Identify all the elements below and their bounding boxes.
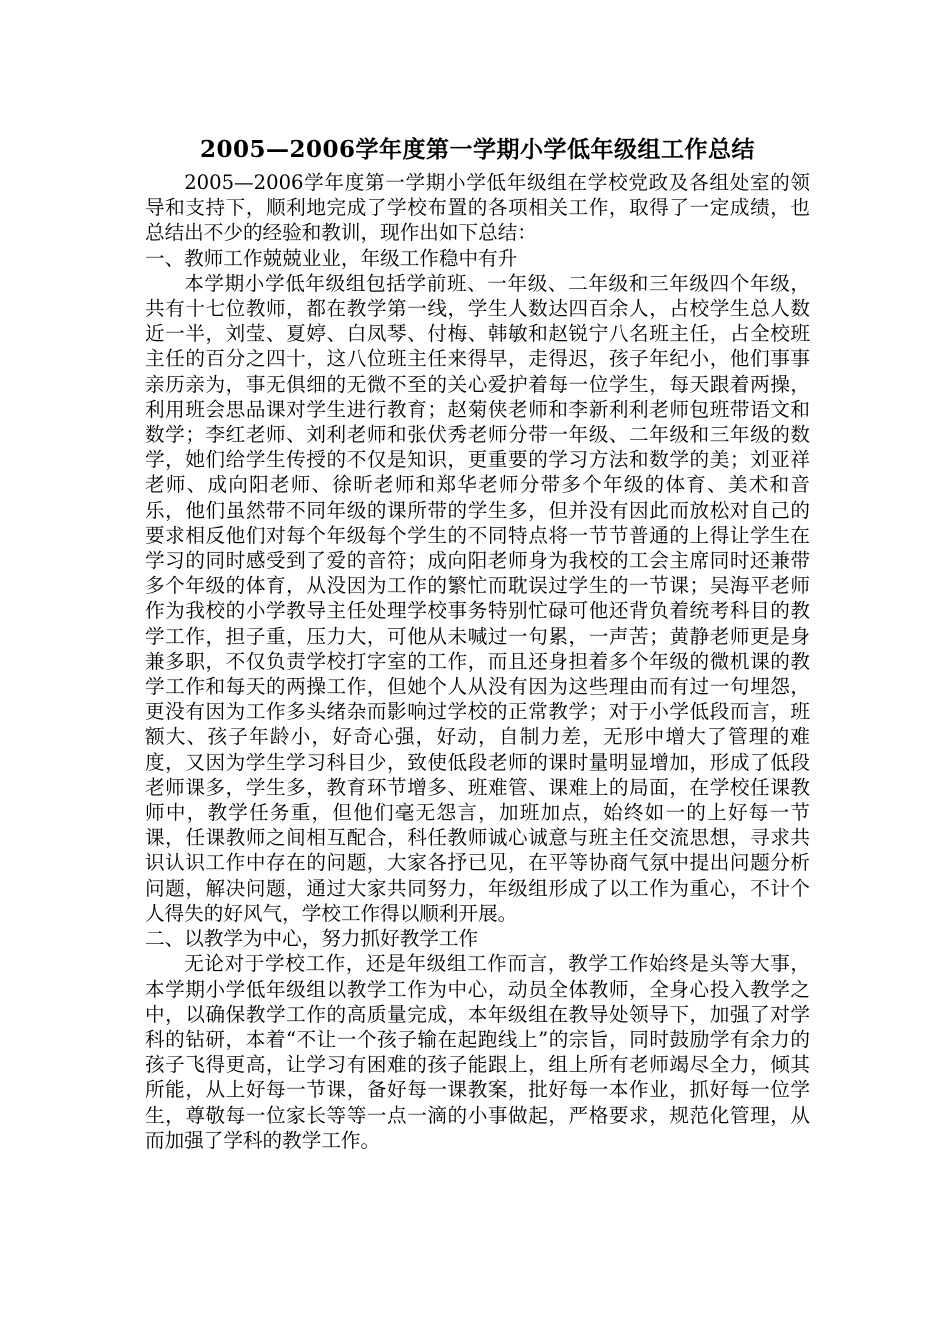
section-2-heading: 二、以教学为中心，努力抓好教学工作 [145, 927, 479, 951]
document-page [145, 132, 810, 1153]
section-2-body: 无论对于学校工作，还是年级组工作而言，教学工作始终是头等大事，本学期小学低年级组以教学工作为中心，动员全体教师，全身心投入教学之中，以确保教学工作的高质量完成，本年级组在教导处领导下，加强了对学科的钻研，本着“不让一个孩子输在起跑线上”的宗旨，同时鼓励学有余力的孩子飞得更高，让学习有困难的孩子能跟上，组上所有老师竭尽全力，倾其所能，从上好每一节课，备好每一课教案，批好每一本作业，抓好每一位学生，尊敬每一位家长等等一点一滴的小事做起，严格要求，规范化管理，从而加强了学科的教学工作。 [145, 952, 810, 1152]
intro-paragraph: 2005—2006学年度第一学期小学低年级组在学校党政及各组处室的领导和支持下，顺利地完成了学校布置的各项相关工作，取得了一定成绩，也总结出不少的经验和教训，现作出如下总结： [145, 171, 810, 245]
section-1-body: 本学期小学低年级组包括学前班、一年级、二年级和三年级四个年级，共有十七位教师，都在教学第一线，学生人数达四百余人，占校学生总人数近一半，刘莹、夏婷、白凤琴、付梅、韩敏和赵锐宁八名班主任，占全校班主任的百分之四十，这八位班主任来得早，走得迟，孩子年纪小，他们事事亲历亲为，事无俱细的无微不至的关心爱护着每一位学生，每天跟着两操，利用班会思品课对学生进行教育；赵菊侠老师和李新利利老师包班带语文和数学；李红老师、刘利老师和张伏秀老师分带一年级、二年级和三年级的数学，她们给学生传授的不仅是知识，更重要的学习方法和数学的美；刘亚祥老师、成向阳老师、徐昕老师和郑华老师分带多个年级的体育、美术和音乐，他们虽然带不同年级的课所带的学生多，但并没有因此而放松对自己的要求相反他们对每个年级每个学生的不同特点将一节节普通的上得让学生在学习的同时感受到了爱的音符；成向阳老师身为我校的工会主席同时还兼带多个年级的体育，从没因为工作的繁忙而耽误过学生的一节课；吴海平老师作为我校的小学教导主任处理学校事务特别忙碌可他还背负着统考科目的教学工作，担子重，压力大，可他从未喊过一句累，一声苦；黄静老师更是身兼多职，不仅负责学校打字室的工作，而且还身担着多个年级的微机课的教学工作和每天的两操工作，但她个人从没有因为这些理由而有过一句埋怨，更没有因为工作多头绪杂而影响过学校的正常教学；对于小学低段而言，班额大、孩子年龄小，好奇心强，好动，自制力差，无形中增大了管理的难度，又因为学生学习科目少，致使低段老师的课时量明显增加，形成了低段老师课多，学生多，教育环节增多、班难管、课难上的局面，在学校任课教师中，教学任务重，但他们毫无怨言，加班加点，始终如一的上好每一节课，任课教师之间相互配合，科任教师诚心诚意与班主任交流思想，寻求共识认识工作中存在的问题，大家各抒已见，在平等协商气氛中提出问题分析问题，解决问题，通过大家共同努力，年级组形成了以工作为重心，不计个人得失的好风气，学校工作得以顺利开展。 [145, 271, 810, 925]
document-title: 2005—2006学年度第一学期小学低年级组工作总结 [199, 136, 756, 163]
section-1-heading: 一、教师工作兢兢业业，年级工作稳中有升 [145, 246, 518, 270]
